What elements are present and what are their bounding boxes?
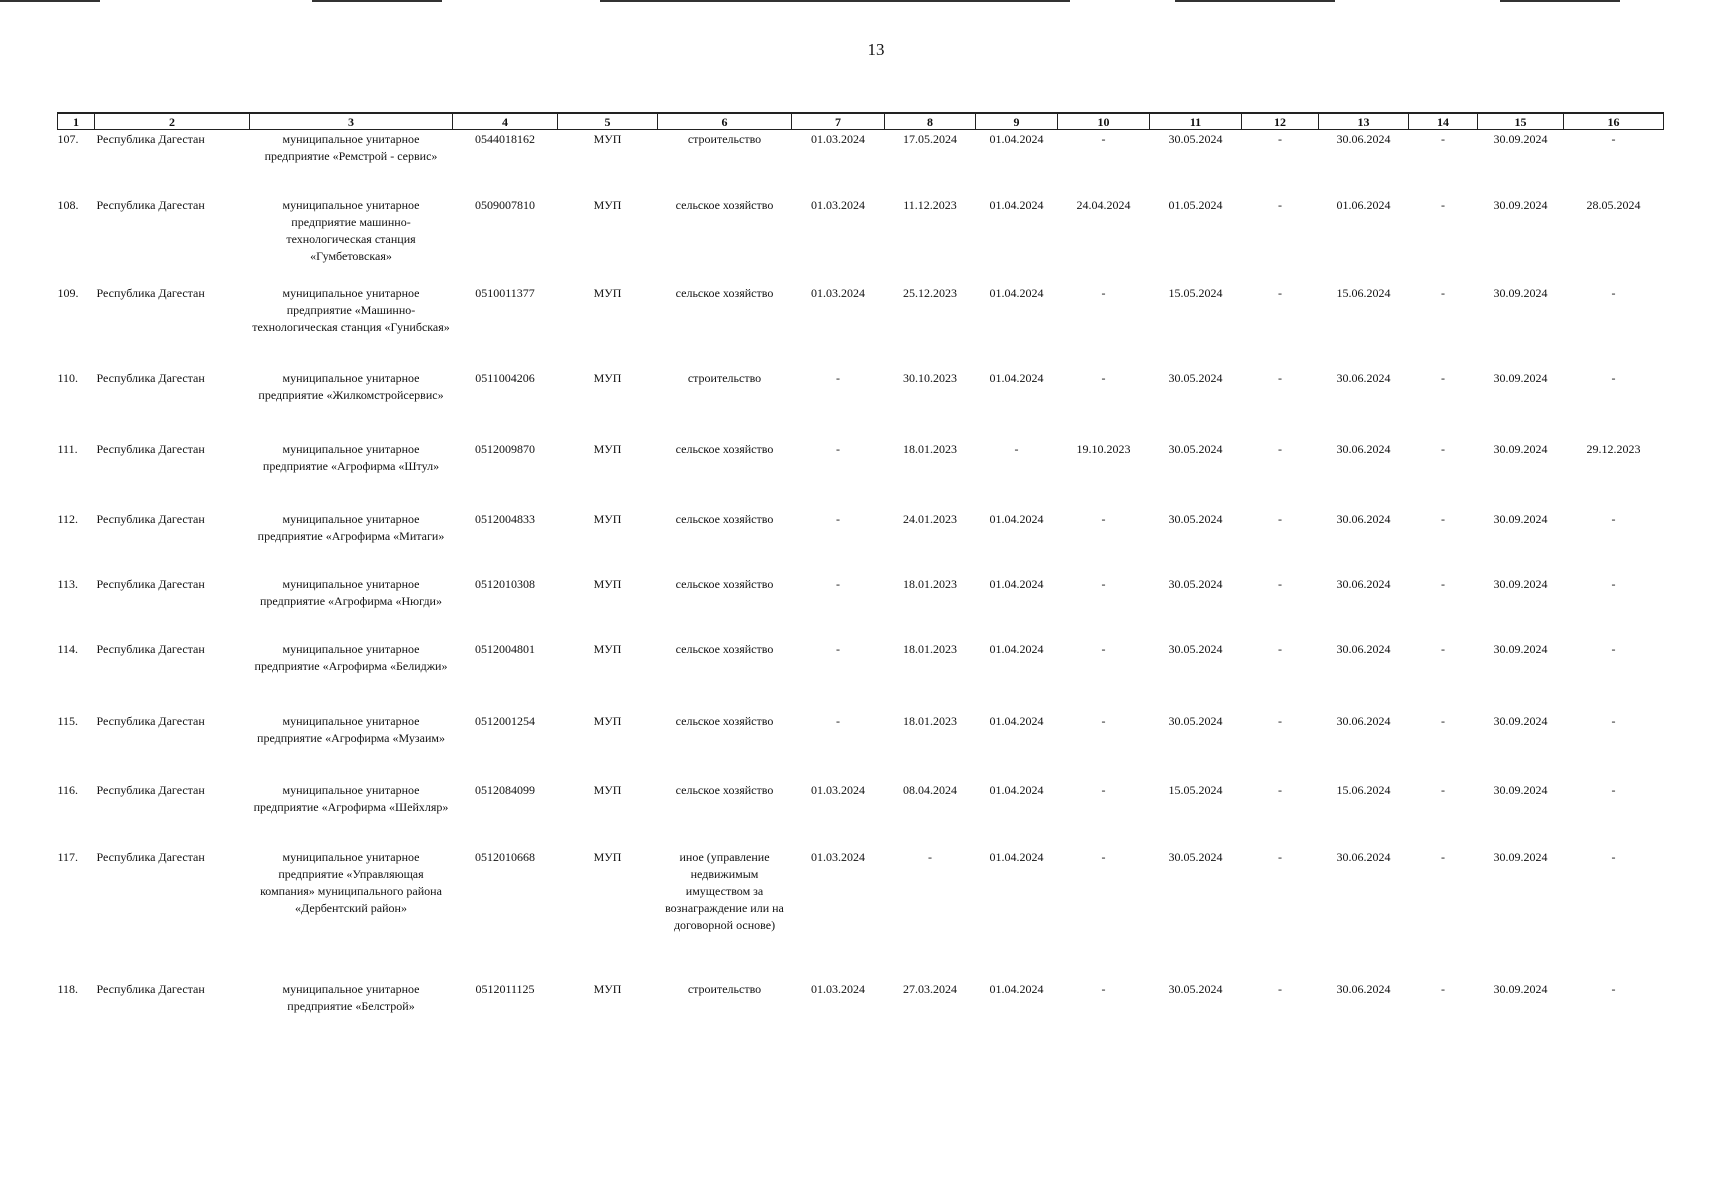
- col12-cell: -: [1278, 641, 1282, 656]
- col9-date-cell: 01.04.2024: [989, 641, 1044, 656]
- col12-cell: -: [1278, 132, 1282, 146]
- activity-cell: сельское хозяйство: [675, 641, 774, 656]
- table-row: [58, 712, 1664, 781]
- legal-form-cell: МУП: [593, 849, 622, 864]
- activity-cell: сельское хозяйство: [675, 713, 774, 728]
- col15-date-cell: 30.09.2024: [1493, 285, 1548, 300]
- col11-date-cell: 30.05.2024: [1168, 370, 1223, 385]
- col13-date-cell: 30.06.2024: [1336, 641, 1391, 656]
- col13-date-cell: 15.06.2024: [1336, 782, 1391, 797]
- column-header-16: 16: [1564, 113, 1664, 130]
- region-cell: Республика Дагестан: [96, 576, 205, 591]
- legal-form-cell: МУП: [593, 782, 622, 797]
- col16-date-cell: -: [1611, 713, 1616, 728]
- col15-date-cell: 30.09.2024: [1493, 132, 1548, 146]
- inn-cell: 0512010668: [475, 849, 535, 864]
- enterprise-name-cell: муниципальное унитарное предприятие «Агрофирма «Музаим»: [257, 713, 445, 745]
- col9-date-cell: 01.04.2024: [989, 511, 1044, 526]
- col13-date-cell: 30.06.2024: [1336, 981, 1391, 996]
- column-header-8: 8: [885, 113, 976, 130]
- legal-form-cell: МУП: [593, 132, 622, 146]
- col14-cell: -: [1441, 576, 1445, 591]
- col7-date-cell: -: [836, 441, 840, 456]
- col11-date-cell: 30.05.2024: [1168, 713, 1223, 728]
- row-number: 110.: [57, 370, 79, 385]
- col10-date-cell: -: [1101, 981, 1106, 996]
- col15-date-cell: 30.09.2024: [1493, 713, 1548, 728]
- col16-date-cell: -: [1611, 576, 1616, 591]
- column-header-13: 13: [1319, 113, 1409, 130]
- row-number: 108.: [57, 197, 79, 212]
- column-header-6: 6: [658, 113, 792, 130]
- table-row: [58, 196, 1664, 284]
- region-cell: Республика Дагестан: [96, 511, 205, 526]
- legal-form-cell: МУП: [593, 197, 622, 212]
- col10-date-cell: 24.04.2024: [1076, 197, 1131, 212]
- col13-date-cell: 01.06.2024: [1336, 197, 1391, 212]
- inn-cell: 0509007810: [475, 197, 535, 212]
- col7-date-cell: -: [836, 641, 840, 656]
- column-header-10: 10: [1058, 113, 1150, 130]
- col15-date-cell: 30.09.2024: [1493, 782, 1548, 797]
- column-number-header-row: [58, 113, 1664, 130]
- col11-date-cell: 15.05.2024: [1168, 285, 1223, 300]
- row-number: 109.: [57, 285, 79, 300]
- col14-cell: -: [1441, 132, 1445, 146]
- col12-cell: -: [1278, 576, 1282, 591]
- col14-cell: -: [1441, 370, 1445, 385]
- table-row: [58, 510, 1664, 575]
- col15-date-cell: 30.09.2024: [1493, 641, 1548, 656]
- col15-date-cell: 30.09.2024: [1493, 981, 1548, 996]
- col15-date-cell: 30.09.2024: [1493, 849, 1548, 864]
- col8-date-cell: 25.12.2023: [903, 285, 957, 300]
- region-cell: Республика Дагестан: [96, 441, 205, 456]
- enterprise-name-cell: муниципальное унитарное предприятие «Агрофирма «Штул»: [262, 441, 440, 473]
- enterprise-name-cell: муниципальное унитарное предприятие «Агрофирма «Шейхляр»: [253, 782, 449, 814]
- legal-form-cell: МУП: [593, 713, 622, 728]
- region-cell: Республика Дагестан: [96, 370, 205, 385]
- col16-date-cell: -: [1611, 641, 1616, 656]
- inn-cell: 0512001254: [475, 713, 535, 728]
- scan-edge-line: [600, 0, 1070, 2]
- enterprise-name-cell: муниципальное унитарное предприятие «Ремстрой - сервис»: [264, 132, 438, 163]
- col10-date-cell: -: [1101, 641, 1106, 656]
- legal-form-cell: МУП: [593, 641, 622, 656]
- activity-cell: сельское хозяйство: [675, 285, 774, 300]
- activity-cell: сельское хозяйство: [675, 576, 774, 591]
- col12-cell: -: [1278, 285, 1282, 300]
- col11-date-cell: 01.05.2024: [1168, 197, 1223, 212]
- col10-date-cell: -: [1101, 132, 1106, 146]
- column-header-2: 2: [95, 113, 250, 130]
- region-cell: Республика Дагестан: [96, 132, 205, 146]
- activity-cell: строительство: [687, 132, 762, 146]
- table-row: [58, 284, 1664, 369]
- activity-cell: сельское хозяйство: [675, 441, 774, 456]
- region-cell: Республика Дагестан: [96, 641, 205, 656]
- enterprise-name-cell: муниципальное унитарное предприятие «Управляющая компания» муниципального района «Дербентский район»: [260, 849, 442, 915]
- col12-cell: -: [1278, 197, 1282, 212]
- activity-cell: иное (управление недвижимым имуществом за вознаграждение или на договорной основе): [665, 849, 784, 932]
- col11-date-cell: 30.05.2024: [1168, 981, 1223, 996]
- activity-cell: сельское хозяйство: [675, 511, 774, 526]
- col8-date-cell: 27.03.2024: [903, 981, 957, 996]
- col8-date-cell: 17.05.2024: [903, 132, 957, 146]
- legal-form-cell: МУП: [593, 981, 622, 996]
- col9-date-cell: 01.04.2024: [989, 713, 1044, 728]
- table-row: [58, 781, 1664, 848]
- col9-date-cell: 01.04.2024: [989, 370, 1044, 385]
- row-number: 113.: [57, 576, 79, 591]
- col13-date-cell: 30.06.2024: [1336, 849, 1391, 864]
- legal-form-cell: МУП: [593, 511, 622, 526]
- col12-cell: -: [1278, 849, 1282, 864]
- col8-date-cell: 18.01.2023: [903, 576, 957, 591]
- col9-date-cell: 01.04.2024: [989, 849, 1044, 864]
- col16-date-cell: -: [1611, 849, 1616, 864]
- row-number: 114.: [57, 641, 79, 656]
- col8-date-cell: 18.01.2023: [903, 441, 957, 456]
- col10-date-cell: -: [1101, 713, 1106, 728]
- table-row: [58, 130, 1664, 196]
- col7-date-cell: -: [836, 576, 840, 591]
- col9-date-cell: 01.04.2024: [989, 981, 1044, 996]
- row-number: 111.: [57, 441, 78, 456]
- col7-date-cell: 01.03.2024: [811, 285, 865, 300]
- region-cell: Республика Дагестан: [96, 285, 205, 300]
- col7-date-cell: 01.03.2024: [811, 849, 865, 864]
- col15-date-cell: 30.09.2024: [1493, 370, 1548, 385]
- col10-date-cell: -: [1101, 370, 1106, 385]
- legal-form-cell: МУП: [593, 576, 622, 591]
- column-header-9: 9: [976, 113, 1058, 130]
- col14-cell: -: [1441, 641, 1445, 656]
- activity-cell: строительство: [687, 370, 762, 385]
- col16-date-cell: -: [1611, 132, 1616, 146]
- col16-date-cell: -: [1611, 370, 1616, 385]
- row-number: 118.: [57, 981, 79, 996]
- col9-date-cell: 01.04.2024: [989, 285, 1044, 300]
- column-header-7: 7: [792, 113, 885, 130]
- row-number: 107.: [57, 132, 79, 146]
- enterprise-name-cell: муниципальное унитарное предприятие машинно-технологическая станция «Гумбетовская»: [282, 197, 420, 263]
- region-cell: Республика Дагестан: [96, 197, 205, 212]
- legal-form-cell: МУП: [593, 370, 622, 385]
- inn-cell: 0512004833: [475, 511, 535, 526]
- column-header-4: 4: [453, 113, 558, 130]
- col10-date-cell: -: [1101, 849, 1106, 864]
- col10-date-cell: -: [1101, 576, 1106, 591]
- inn-cell: 0544018162: [475, 132, 535, 146]
- col7-date-cell: -: [836, 713, 840, 728]
- inn-cell: 0512010308: [475, 576, 535, 591]
- col8-date-cell: 18.01.2023: [903, 713, 957, 728]
- col16-date-cell: -: [1611, 285, 1616, 300]
- table-row: [58, 640, 1664, 712]
- scan-edge-line: [0, 0, 100, 2]
- scan-edge-line: [1500, 0, 1620, 2]
- col16-date-cell: 28.05.2024: [1586, 197, 1641, 212]
- col14-cell: -: [1441, 441, 1445, 456]
- col8-date-cell: 08.04.2024: [903, 782, 957, 797]
- col8-date-cell: 18.01.2023: [903, 641, 957, 656]
- region-cell: Республика Дагестан: [96, 782, 205, 797]
- inn-cell: 0512004801: [475, 641, 535, 656]
- registry-table: [57, 112, 1664, 1020]
- col12-cell: -: [1278, 981, 1282, 996]
- legal-form-cell: МУП: [593, 441, 622, 456]
- scan-edge-line: [312, 0, 442, 2]
- col8-date-cell: 30.10.2023: [903, 370, 957, 385]
- col10-date-cell: -: [1101, 511, 1106, 526]
- col13-date-cell: 30.06.2024: [1336, 370, 1391, 385]
- col11-date-cell: 30.05.2024: [1168, 849, 1223, 864]
- enterprise-name-cell: муниципальное унитарное предприятие «Жилкомстройсервис»: [258, 370, 444, 402]
- col15-date-cell: 30.09.2024: [1493, 576, 1548, 591]
- col9-date-cell: 01.04.2024: [989, 782, 1044, 797]
- col12-cell: -: [1278, 370, 1282, 385]
- enterprise-name-cell: муниципальное унитарное предприятие «Агрофирма «Митаги»: [257, 511, 445, 543]
- col15-date-cell: 30.09.2024: [1493, 511, 1548, 526]
- col14-cell: -: [1441, 511, 1445, 526]
- registry-table-container: [57, 112, 1664, 1020]
- col7-date-cell: 01.03.2024: [811, 981, 865, 996]
- col7-date-cell: -: [836, 370, 840, 385]
- inn-cell: 0511004206: [475, 370, 535, 385]
- table-row: [58, 575, 1664, 640]
- col12-cell: -: [1278, 441, 1282, 456]
- activity-cell: строительство: [687, 981, 762, 996]
- col14-cell: -: [1441, 197, 1445, 212]
- table-row: [58, 980, 1664, 1020]
- col8-date-cell: -: [928, 849, 932, 864]
- col11-date-cell: 15.05.2024: [1168, 782, 1223, 797]
- column-header-14: 14: [1409, 113, 1478, 130]
- region-cell: Республика Дагестан: [96, 713, 205, 728]
- enterprise-name-cell: муниципальное унитарное предприятие «Белстрой»: [282, 981, 420, 1013]
- column-header-5: 5: [558, 113, 658, 130]
- row-number: 116.: [57, 782, 79, 797]
- col11-date-cell: 30.05.2024: [1168, 441, 1223, 456]
- col14-cell: -: [1441, 981, 1445, 996]
- col13-date-cell: 30.06.2024: [1336, 713, 1391, 728]
- scan-edge-line: [1175, 0, 1335, 2]
- col10-date-cell: -: [1101, 285, 1106, 300]
- col13-date-cell: 30.06.2024: [1336, 576, 1391, 591]
- col11-date-cell: 30.05.2024: [1168, 132, 1223, 146]
- activity-cell: сельское хозяйство: [675, 782, 774, 797]
- enterprise-name-cell: муниципальное унитарное предприятие «Агрофирма «Нюгди»: [260, 576, 442, 608]
- col9-date-cell: 01.04.2024: [989, 132, 1044, 146]
- col16-date-cell: -: [1611, 511, 1616, 526]
- col13-date-cell: 15.06.2024: [1336, 285, 1391, 300]
- col16-date-cell: -: [1611, 782, 1616, 797]
- col11-date-cell: 30.05.2024: [1168, 576, 1223, 591]
- col7-date-cell: -: [836, 511, 840, 526]
- col13-date-cell: 30.06.2024: [1336, 441, 1391, 456]
- enterprise-name-cell: муниципальное унитарное предприятие «Машинно-технологическая станция «Гунибская»: [252, 285, 450, 334]
- col8-date-cell: 24.01.2023: [903, 511, 957, 526]
- col14-cell: -: [1441, 285, 1445, 300]
- inn-cell: 0512009870: [475, 441, 535, 456]
- column-header-12: 12: [1242, 113, 1319, 130]
- col9-date-cell: -: [1014, 441, 1019, 456]
- region-cell: Республика Дагестан: [96, 981, 205, 996]
- column-header-15: 15: [1478, 113, 1564, 130]
- col9-date-cell: 01.04.2024: [989, 576, 1044, 591]
- inn-cell: 0512011125: [475, 981, 535, 996]
- col10-date-cell: 19.10.2023: [1076, 441, 1131, 456]
- col14-cell: -: [1441, 849, 1445, 864]
- col12-cell: -: [1278, 713, 1282, 728]
- column-header-3: 3: [250, 113, 453, 130]
- activity-cell: сельское хозяйство: [675, 197, 774, 212]
- table-body: [58, 130, 1664, 1020]
- col12-cell: -: [1278, 782, 1282, 797]
- col12-cell: -: [1278, 511, 1282, 526]
- col14-cell: -: [1441, 782, 1445, 797]
- col13-date-cell: 30.06.2024: [1336, 511, 1391, 526]
- column-header-1: 1: [58, 113, 95, 130]
- col8-date-cell: 11.12.2023: [903, 197, 957, 212]
- row-number: 112.: [57, 511, 79, 526]
- col11-date-cell: 30.05.2024: [1168, 641, 1223, 656]
- table-row: [58, 440, 1664, 510]
- column-header-11: 11: [1150, 113, 1242, 130]
- col7-date-cell: 01.03.2024: [811, 197, 865, 212]
- table-row: [58, 369, 1664, 440]
- col15-date-cell: 30.09.2024: [1493, 197, 1548, 212]
- page-number: 13: [867, 40, 885, 59]
- legal-form-cell: МУП: [593, 285, 622, 300]
- col14-cell: -: [1441, 713, 1445, 728]
- col16-date-cell: 29.12.2023: [1586, 441, 1641, 456]
- inn-cell: 0510011377: [475, 285, 535, 300]
- col7-date-cell: 01.03.2024: [811, 782, 865, 797]
- inn-cell: 0512084099: [475, 782, 535, 797]
- col16-date-cell: -: [1611, 981, 1616, 996]
- enterprise-name-cell: муниципальное унитарное предприятие «Агрофирма «Белиджи»: [254, 641, 448, 673]
- row-number: 115.: [57, 713, 79, 728]
- region-cell: Республика Дагестан: [96, 849, 205, 864]
- col9-date-cell: 01.04.2024: [989, 197, 1044, 212]
- col11-date-cell: 30.05.2024: [1168, 511, 1223, 526]
- col13-date-cell: 30.06.2024: [1336, 132, 1391, 146]
- col10-date-cell: -: [1101, 782, 1106, 797]
- col15-date-cell: 30.09.2024: [1493, 441, 1548, 456]
- table-row: [58, 848, 1664, 980]
- col7-date-cell: 01.03.2024: [811, 132, 865, 146]
- row-number: 117.: [57, 849, 79, 864]
